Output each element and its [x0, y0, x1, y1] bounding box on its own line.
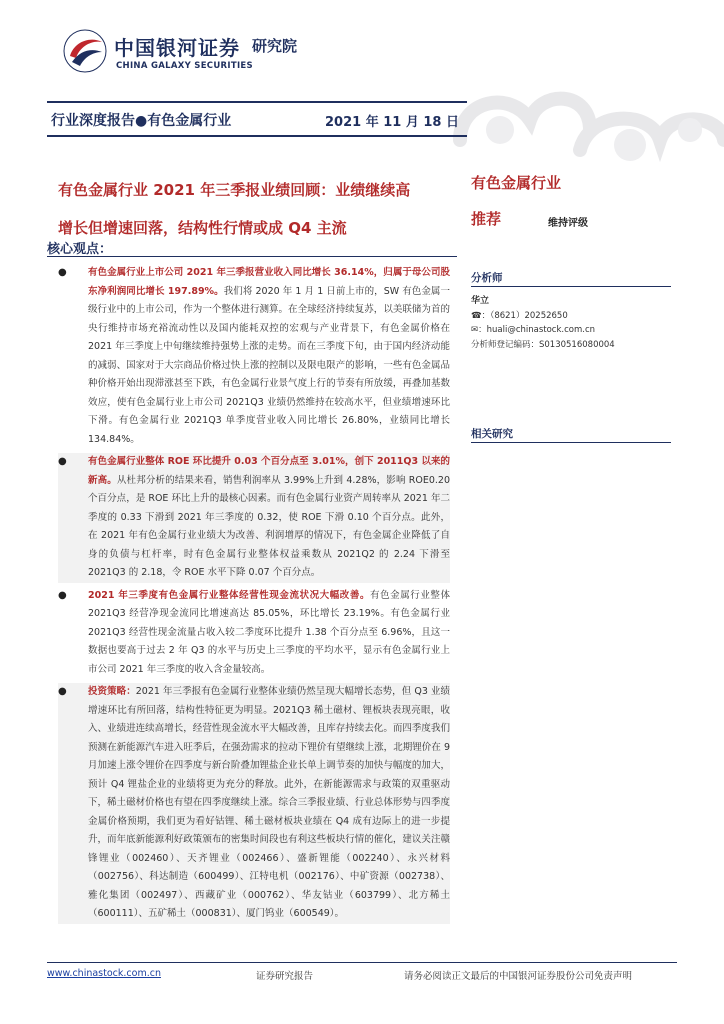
company-logo	[62, 28, 312, 78]
core-viewpoint-list	[58, 264, 450, 928]
bullet-item	[58, 264, 450, 449]
bullet-item	[58, 453, 450, 583]
footer-website-link[interactable]: www.chinastock.com.cn	[47, 968, 161, 979]
core-divider	[47, 256, 457, 257]
bullet-dot-icon: ●	[58, 686, 67, 697]
logo-name-en: CHINA GALAXY SECURITIES	[116, 61, 253, 71]
related-research-divider	[471, 442, 671, 443]
bullet-dot-icon: ●	[58, 456, 67, 467]
related-research-heading: 相关研究	[471, 428, 513, 440]
bullet-item	[58, 683, 450, 924]
bullet-lead: 有色金属行业上市公司 2021 年三季报营业收入同比增长 36.14%，归属于母公司股东净利润同比增长 197.89%。	[88, 267, 450, 297]
analyst-name: 华立	[471, 296, 490, 306]
analyst-divider	[471, 286, 671, 287]
bullet-dot-icon: ●	[58, 589, 67, 601]
analyst-phone: ☎：（8621）20252650	[471, 310, 568, 321]
rating-label: 推荐	[471, 210, 502, 228]
logo-name-cn: 中国银河证券	[114, 36, 240, 60]
bullet-text: 2021 年三季报有色金属行业整体业绩仍然呈现大幅增长态势，但 Q3 业绩增速环比有所回落，结构性特征更为明显。2021Q3 稀土磁材、锂板块表现亮眼，收入、业绩进连续高增长，经营性现金流水平大幅改善，且库存持续去化。而四季度我们预测在新能源汽车进入旺季后，在强劲需求的拉动下锂价有望继续上涨，北期锂价在 9 月加速上涨令锂价在四季度与新台阶叠加锂盐企业长单上调节奏的加快与幅度的加大，预计 Q4 锂盐企业的业绩将更为充分的释放。此外，在新能源需求与政策的双重驱动下，稀土磁材价格也有望在四季度继续上涨。综合三季报业绩、行业总体形势与四季度金属价格预期，我们更为看好钴锂、稀土磁材板块业绩在 Q4 成有边际上的进一步提升，而年底新能源利好政策颁布的密集时间段也有利这些板块行情的催化，建议关注赣锋锂业（002460）、天齐锂业（002466）、盛新锂能（002240）、永兴材料（002756）、科达制造（600499）、江特电机（002176）、中矿资源（002738）、雅化集团（002497）、西藏矿业（000762）、华友钴业（603799）、北方稀土（600111）、五矿稀土（000831）、厦门钨业（600549）。	[88, 686, 450, 919]
bullet-dot-icon: ●	[58, 267, 67, 278]
analyst-license: 分析师登记编码：S0130516080004	[471, 339, 615, 350]
footer-divider	[47, 962, 677, 963]
bullet-text: 有色金属行业整体 2021Q3 经营净现金流同比增速高达 85.05%，环比增长 23.19%。有色金属行业 2021Q3 经营性现金流量占收入较二季度环比提升 1.38 个百分点至 6.96%，且这一数据也要高于过去 2 年 Q3 的水平与历史上三季度的平均水平，显示有色金属行业上市公司 2021 年三季度的收入含金量较高。	[88, 589, 450, 675]
core-viewpoint-label: 核心观点：	[47, 242, 113, 257]
analyst-info	[471, 294, 671, 352]
decorative-cloud-pattern	[440, 60, 724, 190]
analyst-email[interactable]: ✉：huali@chinastock.com.cn	[471, 325, 596, 335]
footer-report-label: 证券研究报告	[256, 971, 314, 982]
footer-disclaimer: 请务必阅读正文最后的中国银河证券股份公司免责声明	[404, 971, 633, 982]
bullet-lead: 投资策略：	[88, 686, 136, 697]
bullet-item	[58, 587, 450, 680]
analyst-heading: 分析师	[471, 272, 503, 284]
industry-label: 有色金属行业	[471, 174, 562, 192]
rating-note: 维持评级	[548, 218, 588, 229]
bullet-text: 从杜邦分析的结果来看，销售利润率从 3.99%上升到 4.28%，影响 ROE0.20 个百分点，是 ROE 环比上升的最核心因素。而有色金属行业资产周转率从 2021 年二季度的 0.33 下滑到 2021 年三季度的 0.32，使 ROE 下滑 0.10 个百分点。此外，在 2021 年有色金属行业业绩大为改善、利润增厚的情况下，有色金属企业降低了自身的负债与杠杆率，时有色金属行业整体权益乘数从 2021Q2 的 2.24 下滑至 2021Q3 的 2.18，令 ROE 水平下降 0.07 个百分点。	[88, 474, 450, 578]
galaxy-logo-icon	[62, 28, 108, 74]
report-date: 2021 年 11 月 18 日	[325, 115, 459, 130]
report-type: 行业深度报告●有色金属行业	[51, 113, 232, 129]
report-header-bar	[47, 101, 467, 137]
report-title-line2: 增长但增速回落，结构性行情或成 Q4 主流	[58, 219, 347, 237]
logo-unit: 研究院	[252, 37, 298, 55]
bullet-lead: 有色金属行业整体 ROE 环比提升 0.03 个百分点至 3.01%，创下 2011Q3 以来的新高。	[88, 456, 450, 486]
bullet-lead: 2021 年三季度有色金属行业整体经营性现金流状况大幅改善。	[88, 589, 371, 601]
report-title-line1: 有色金属行业 2021 年三季报业绩回顾：业绩继续高	[58, 181, 411, 199]
bullet-text: 我们将 2020 年 1 月 1 日前上市的，SW 有色金属一级行业中的上市公司，作为一个整体进行测算。在全球经济持续复苏，以美联储为首的央行维持市场充裕流动性以及国内能耗双控的宏观与产业背景下，有色金属价格在 2021 年三季度上中旬继续维持强势上涨的走势。而在三季度下旬，由于国内经济动能的减弱、国家对于大宗商品价格过快上涨的控制以及限电限产的影响，一些有色金属品种价格开始出现滞涨甚至下跌，有色金属行业景气度上行的节奏有所放缓，再叠加基数效应，使有色金属行业上市公司 2021Q3 业绩仍然维持在较高水平，但业绩增速环比下滑。有色金属行业 2021Q3 单季度营业收入同比增长 26.80%，业绩同比增长 134.84%。	[88, 285, 450, 445]
report-title	[58, 171, 453, 247]
